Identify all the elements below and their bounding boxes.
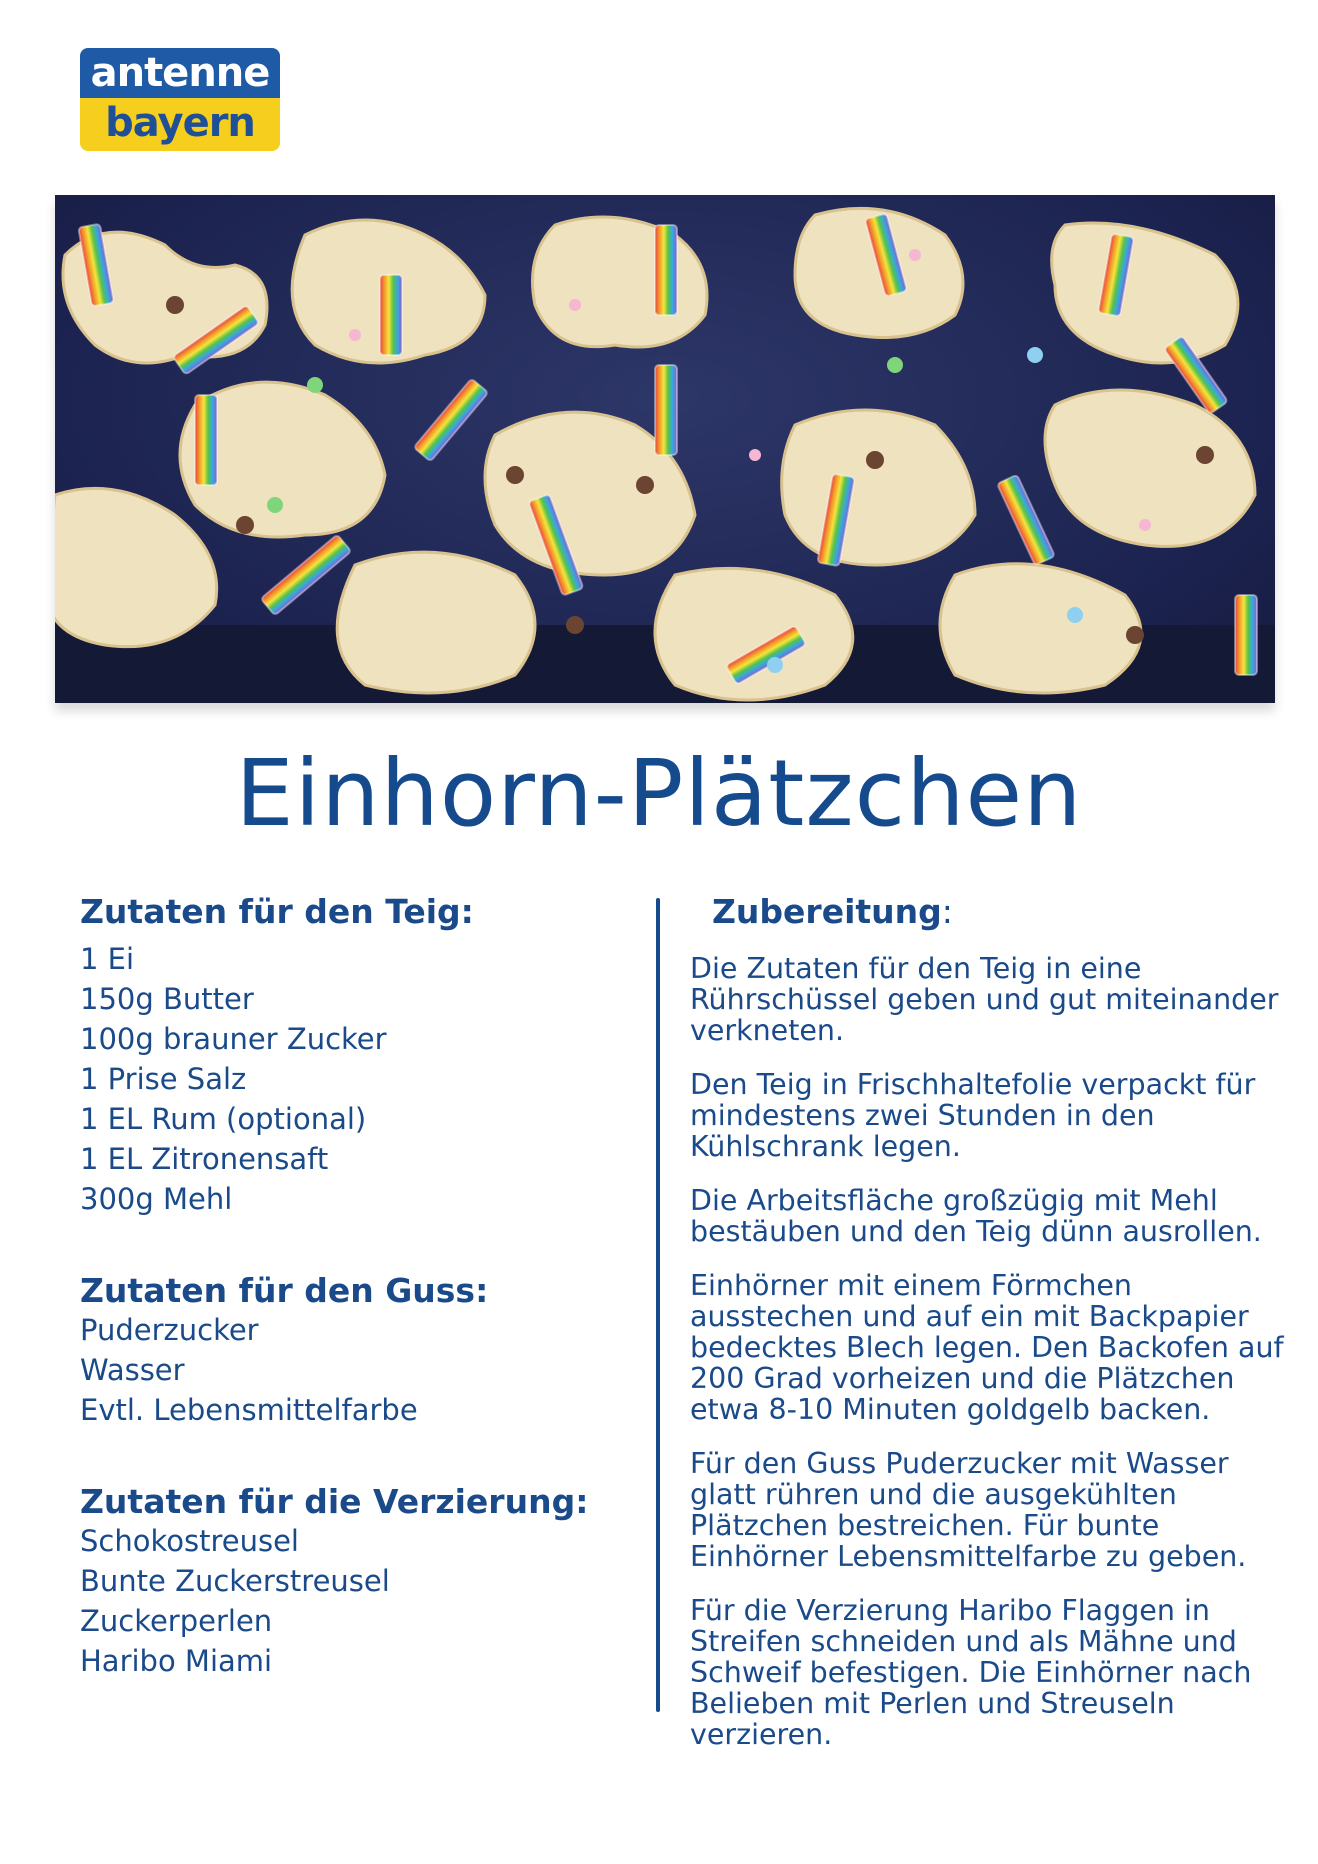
list-item: Bunte Zuckerstreusel [80,1564,390,1598]
preparation-step: Einhörner mit einem Förmchen ausstechen und auf ein mit Backpapier bedecktes Blech legen. Den Backofen auf 200 Grad vorheizen und die Plätzchen etwa 8-10 Minuten goldgelb backen. [690,1269,1284,1426]
decoration-list [80,1521,640,1681]
dough-list [80,939,640,1219]
preparation-heading-colon: : [941,892,953,931]
glaze-heading: Zutaten für den Guss: [80,1271,489,1310]
glaze-section [80,1271,640,1430]
list-item: 1 Prise Salz [80,1062,247,1096]
preparation-step: Die Zutaten für den Teig in eine Rührschüssel geben und gut miteinander verkneten. [690,952,1279,1047]
list-item: 300g Mehl [80,1182,233,1216]
list-item: Schokostreusel [80,1524,299,1558]
list-item: 1 Ei [80,942,135,976]
preparation-step: Für die Verzierung Haribo Flaggen in Streifen schneiden und als Mähne und Schweif befestigen. Die Einhörner nach Belieben mit Perlen und Streuseln verzieren. [690,1594,1252,1751]
list-item: Zuckerperlen [80,1604,273,1638]
dough-heading: Zutaten für den Teig: [80,892,474,931]
recipe-title: Einhorn-Plätzchen [235,740,1083,847]
preparation-heading [712,892,1290,931]
preparation-column [690,892,1290,1773]
glaze-list [80,1310,640,1430]
list-item: Wasser [80,1353,185,1387]
column-divider [656,898,660,1712]
logo-line-1: antenne [80,48,280,98]
list-item: 1 EL Zitronensaft [80,1142,329,1176]
list-item: 1 EL Rum (optional) [80,1102,367,1136]
logo-line-2: bayern [80,98,280,151]
preparation-step: Den Teig in Frischhaltefolie verpackt für mindestens zwei Stunden in den Kühlschrank legen. [690,1068,1256,1163]
preparation-heading-text: Zubereitung [712,892,942,931]
dough-section [80,892,640,1219]
cookies-illustration [55,195,1275,703]
decoration-heading: Zutaten für die Verzierung: [80,1482,589,1521]
list-item: Puderzucker [80,1313,259,1347]
decoration-section [80,1482,640,1681]
antenne-bayern-logo [80,48,280,151]
preparation-step: Die Arbeitsfläche großzügig mit Mehl bestäuben und den Teig dünn ausrollen. [690,1184,1262,1248]
list-item: Evtl. Lebensmittelfarbe [80,1393,418,1427]
preparation-step: Für den Guss Puderzucker mit Wasser glatt rühren und die ausgekühlten Plätzchen bestreichen. Für bunte Einhörner Lebensmittelfarbe zu geben. [690,1447,1247,1573]
ingredients-column [80,892,640,1681]
list-item: 100g brauner Zucker [80,1022,387,1056]
list-item: 150g Butter [80,982,254,1016]
unicorn-cookies-photo [55,195,1275,703]
list-item: Haribo Miami [80,1644,273,1678]
